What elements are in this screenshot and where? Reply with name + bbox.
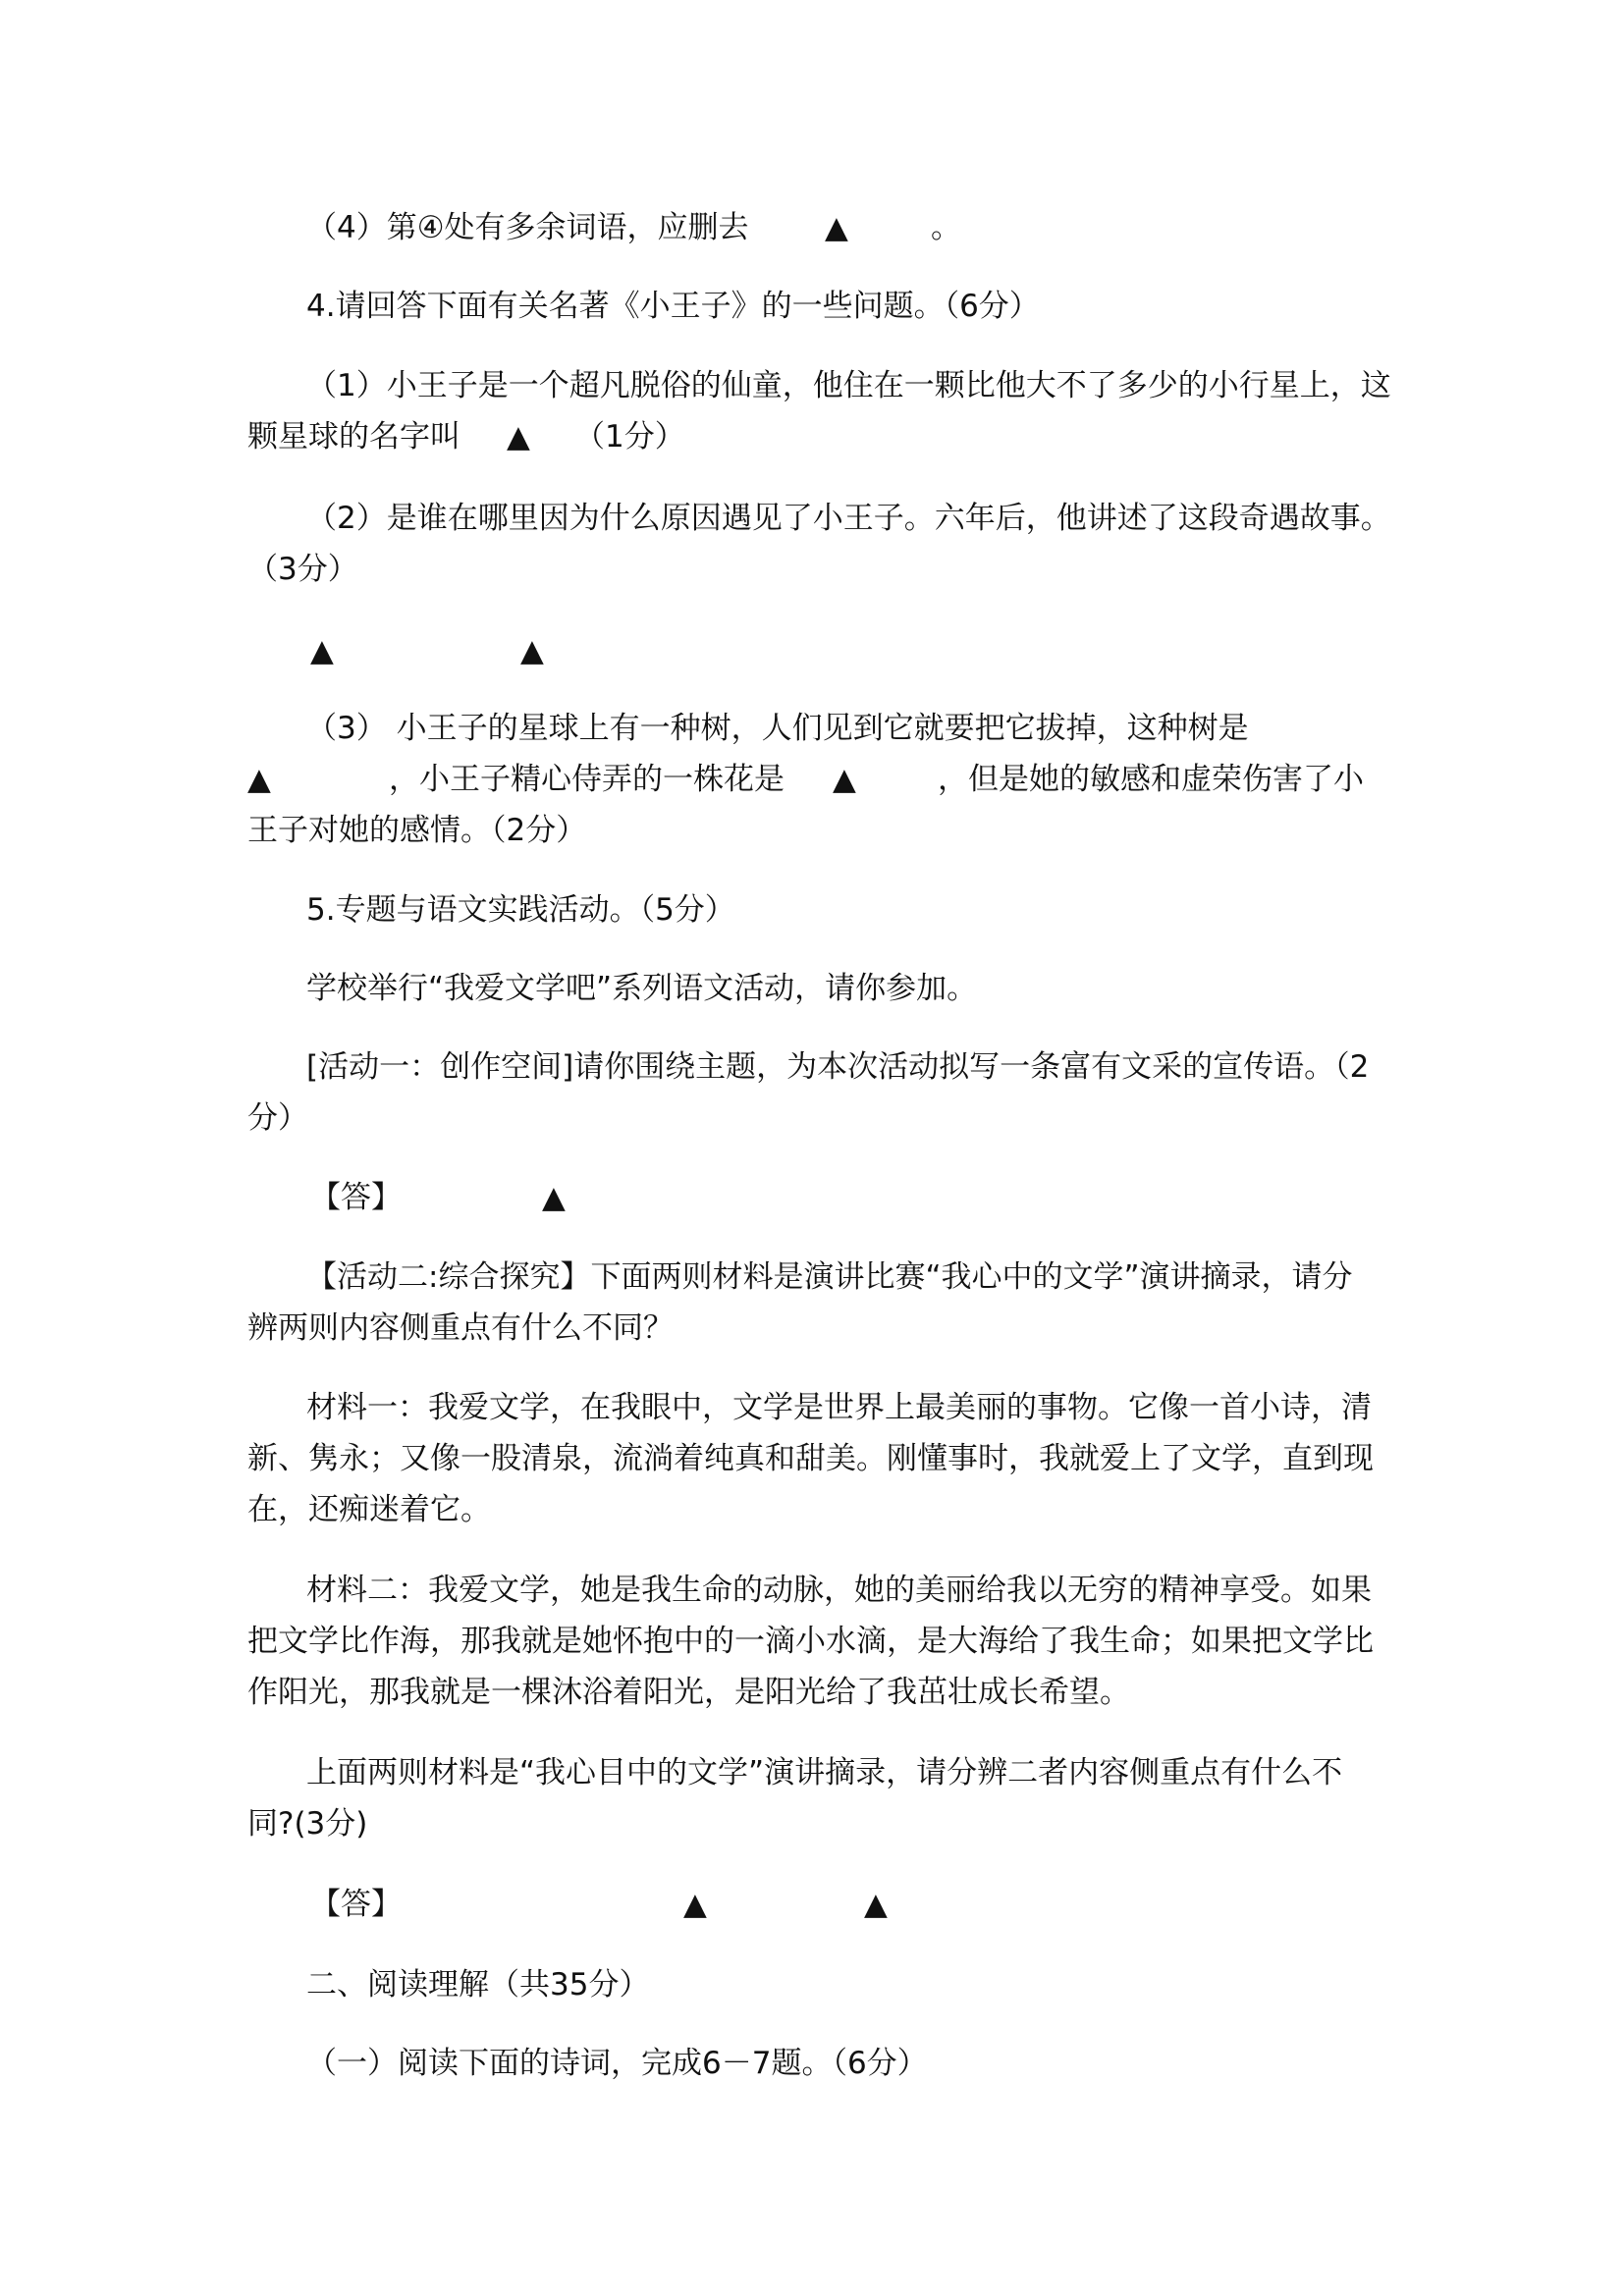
q5-m1-line1: 材料一：我爱文学，在我眼中，文学是世界上最美丽的事物。它像一首小诗，清 <box>306 1390 1372 1425</box>
q4-1-blank: ▲ <box>507 419 530 454</box>
q4-2-blank2: ▲ <box>520 633 544 668</box>
q4-2-line1: （2）是谁在哪里因为什么原因遇见了小王子。六年后，他讲述了这段奇遇故事。 <box>306 501 1391 536</box>
q5-q-blank2: ▲ <box>864 1887 888 1922</box>
q5-title: 5.专题与语文实践活动。（5分） <box>306 892 735 928</box>
q4-3-mid: ，小王子精心侍弄的一株花是 <box>389 762 785 797</box>
part2-title: 二、阅读理解（共35分） <box>306 1967 650 2002</box>
q5-act1-line2: 分） <box>247 1100 308 1136</box>
q3-4-text: （4）第④处有多余词语，应删去 <box>306 210 749 245</box>
q4-3-blank2: ▲ <box>833 762 856 797</box>
q3-4-end: 。 <box>931 210 961 245</box>
q5-intro: 学校举行“我爱文学吧”系列语文活动，请你参加。 <box>306 971 978 1006</box>
q5-act1-line1: [活动一：创作空间]请你围绕主题，为本次活动拟写一条富有文采的宣传语。（2 <box>306 1049 1370 1085</box>
q5-act2-line1: 【活动二:综合探究】下面两则材料是演讲比赛“我心中的文学”演讲摘录，请分 <box>306 1259 1353 1295</box>
q5-answer-label: 【答】 <box>310 1180 402 1215</box>
q4-1-line1: （1）小王子是一个超凡脱俗的仙童，他住在一颗比他大不了多少的小行星上，这 <box>306 368 1391 403</box>
q5-act1-blank: ▲ <box>542 1180 566 1215</box>
q5-q-blank1: ▲ <box>683 1887 707 1922</box>
q4-3-blank1: ▲ <box>247 762 271 797</box>
q5-q-line2: 同?(3分) <box>247 1806 368 1842</box>
q5-q-line1: 上面两则材料是“我心目中的文学”演讲摘录，请分辨二者内容侧重点有什么不 <box>306 1755 1343 1790</box>
q4-title: 4.请回答下面有关名著《小王子》的一些问题。（6分） <box>306 289 1040 324</box>
q4-3-tail: ，但是她的敏感和虚荣伤害了小 <box>938 762 1364 797</box>
q5-act2-line2: 辨两则内容侧重点有什么不同？ <box>247 1310 674 1346</box>
q5-m1-line3: 在，还痴迷着它。 <box>247 1492 491 1527</box>
q4-2-blank1: ▲ <box>310 633 334 668</box>
q3-4-blank: ▲ <box>825 210 848 245</box>
part2-sub: （一）阅读下面的诗词，完成6－7题。（6分） <box>306 2046 928 2081</box>
q5-m1-line2: 新、隽永；又像一股清泉，流淌着纯真和甜美。刚懂事时，我就爱上了文学，直到现 <box>247 1441 1374 1476</box>
q5-m2-line2: 把文学比作海，那我就是她怀抱中的一滴小水滴，是大海给了我生命；如果把文学比 <box>247 1624 1374 1659</box>
q4-1-line2: 颗星球的名字叫 <box>247 419 460 454</box>
q4-3-line3: 王子对她的感情。（2分） <box>247 813 587 848</box>
q5-answer-label-2: 【答】 <box>310 1887 402 1922</box>
q4-1-score: （1分） <box>574 419 685 454</box>
q5-m2-line1: 材料二：我爱文学，她是我生命的动脉，她的美丽给我以无穷的精神享受。如果 <box>306 1573 1372 1608</box>
q4-3-line1: （3） 小王子的星球上有一种树，人们见到它就要把它拔掉，这种树是 <box>306 711 1249 746</box>
q5-m2-line3: 作阳光，那我就是一棵沐浴着阳光，是阳光给了我茁壮成长希望。 <box>247 1675 1130 1710</box>
q4-2-line2: （3分） <box>247 552 358 587</box>
